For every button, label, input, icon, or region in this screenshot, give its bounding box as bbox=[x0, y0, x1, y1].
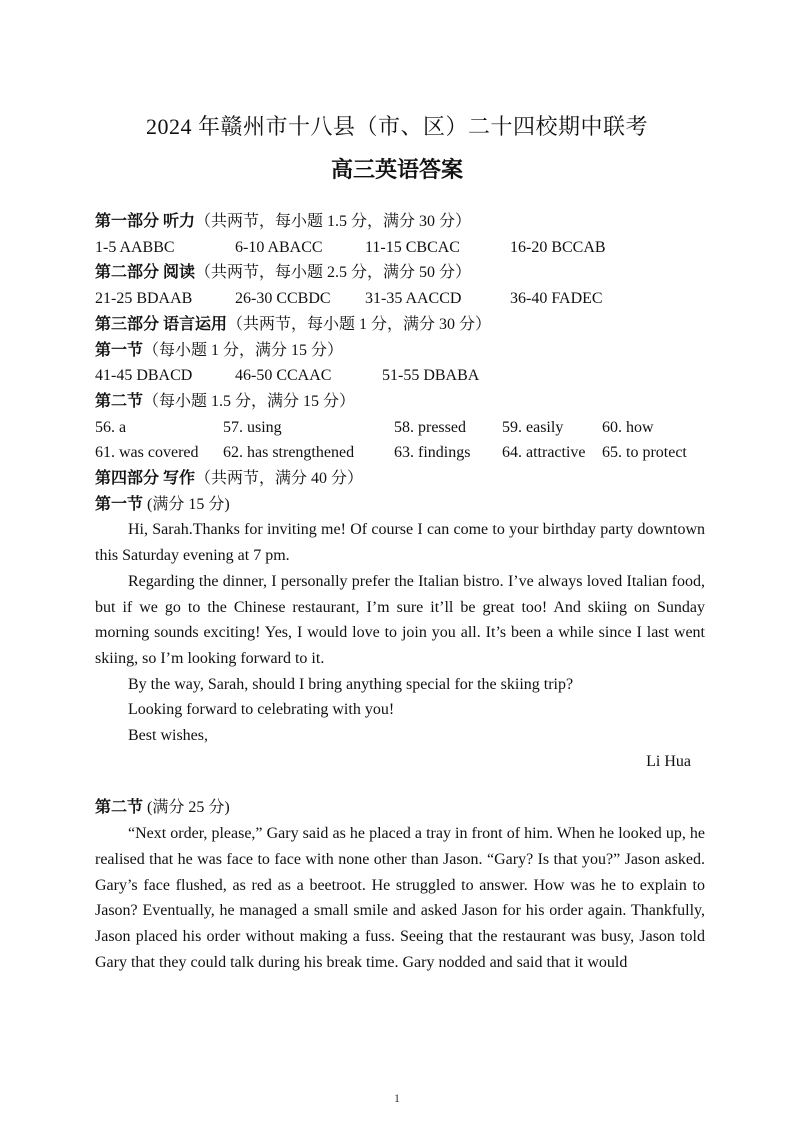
answer-group: 6-10 ABACC bbox=[235, 238, 323, 256]
part4-section2-note: (满分 25 分) bbox=[147, 799, 230, 817]
answer-key-content bbox=[95, 209, 705, 975]
answer-group: 46-50 CCAAC bbox=[235, 367, 332, 385]
part3-section1-answers-row bbox=[95, 363, 705, 389]
letter-paragraph: By the way, Sarah, should I bring anything special for the skiing trip? bbox=[128, 675, 574, 693]
part1-answers-row bbox=[95, 235, 705, 261]
page-number: 1 bbox=[394, 1091, 400, 1105]
answer-group: 1-5 AABBC bbox=[95, 238, 175, 256]
part1-heading-note: （共两节，每小题 1.5 分，满分 30 分） bbox=[195, 213, 472, 230]
part2-heading-note: （共两节，每小题 2.5 分，满分 50 分） bbox=[195, 264, 472, 282]
answer-item: 57. using bbox=[223, 418, 282, 436]
answer-group: 41-45 DBACD bbox=[95, 367, 193, 385]
answer-group: 26-30 CCBDC bbox=[235, 290, 331, 308]
part3-heading-title: 第三部分 语言运用 bbox=[95, 315, 228, 333]
part4-heading-title: 第四部分 写作 bbox=[95, 470, 196, 488]
letter-paragraph: Looking forward to celebrating with you! bbox=[128, 701, 395, 719]
letter-paragraph: Regarding the dinner, I personally prefer the Italian bistro. I’ve always loved Italian food, but if we go to the Chinese restaurant, I’m sure it’ll be great too! And skiing on Sunday morning sounds exciting! Yes, I would love to join you all. It’s been a while since I last went skiing, so I’m looking forward to it. bbox=[95, 572, 705, 667]
part4-section1-title: 第一节 bbox=[95, 495, 144, 513]
answer-item: 63. findings bbox=[394, 444, 471, 462]
answer-item: 64. attractive bbox=[502, 444, 586, 462]
part3-section2-heading bbox=[95, 389, 705, 415]
part3-heading-note: （共两节，每小题 1 分，满分 30 分） bbox=[227, 315, 492, 333]
answer-group: 31-35 AACCD bbox=[365, 290, 462, 308]
part2-heading bbox=[95, 260, 705, 286]
part4-section1-heading bbox=[95, 492, 705, 518]
answer-item: 65. to protect bbox=[602, 444, 687, 462]
answer-group: 51-55 DBABA bbox=[382, 367, 480, 385]
letter-paragraph: Hi, Sarah.Thanks for inviting me! Of course I can come to your birthday party downtown this Saturday evening at 7 pm. bbox=[95, 521, 705, 565]
part3-section2-answers-row1 bbox=[95, 415, 705, 441]
part4-heading bbox=[95, 466, 705, 492]
part3-section2-title: 第二节 bbox=[95, 392, 144, 410]
essay-paragraph: “Next order, please,” Gary said as he placed a tray in front of him. When he looked up, he realised that he was face to face with none other than Jason. “Gary? Is that you?” Jason asked. Gary’s face flushed, as red as a beetroot. He struggled to answer. How was he to explain to Jason? Eventually, he managed a small smile and asked Jason for his order again. Thankfully, Jason placed his order without making a fuss. Seeing that the restaurant was busy, Jason told Gary that they could talk during his break time. Gary nodded and said that it would bbox=[95, 825, 705, 971]
answer-item: 60. how bbox=[602, 418, 654, 436]
answer-item: 61. was covered bbox=[95, 444, 199, 462]
part3-section1-title: 第一节 bbox=[95, 341, 144, 359]
answer-item: 58. pressed bbox=[394, 418, 466, 436]
answer-group: 21-25 BDAAB bbox=[95, 290, 193, 308]
part4-section2-title: 第二节 bbox=[95, 799, 144, 817]
part1-heading-title: 第一部分 听力 bbox=[95, 213, 196, 230]
part3-heading bbox=[95, 312, 705, 338]
part2-answers-row bbox=[95, 286, 705, 312]
answer-group: 16-20 BCCAB bbox=[510, 238, 606, 256]
part3-section2-answers-row2 bbox=[95, 440, 705, 466]
doc-title: 2024 年赣州市十八县（市、区）二十四校期中联考 bbox=[145, 114, 648, 139]
part3-section2-note: （每小题 1.5 分，满分 15 分） bbox=[143, 392, 356, 410]
part2-heading-title: 第二部分 阅读 bbox=[95, 264, 196, 282]
part1-heading bbox=[95, 209, 705, 235]
part4-heading-note: （共两节，满分 40 分） bbox=[195, 470, 364, 488]
answer-group: 11-15 CBCAC bbox=[365, 238, 460, 256]
part4-section2-heading bbox=[95, 795, 705, 821]
part3-section1-heading bbox=[95, 338, 705, 364]
answer-item: 59. easily bbox=[502, 418, 564, 436]
letter-closing: Best wishes, bbox=[128, 727, 208, 745]
answer-item: 62. has strengthened bbox=[223, 444, 355, 462]
doc-subtitle: 高三英语答案 bbox=[330, 157, 463, 182]
letter-signature: Li Hua bbox=[646, 752, 691, 770]
answer-group: 36-40 FADEC bbox=[510, 290, 603, 308]
part3-section1-note: （每小题 1 分，满分 15 分） bbox=[143, 341, 344, 359]
part4-section1-note: (满分 15 分) bbox=[147, 495, 230, 513]
answer-item: 56. a bbox=[95, 418, 127, 436]
